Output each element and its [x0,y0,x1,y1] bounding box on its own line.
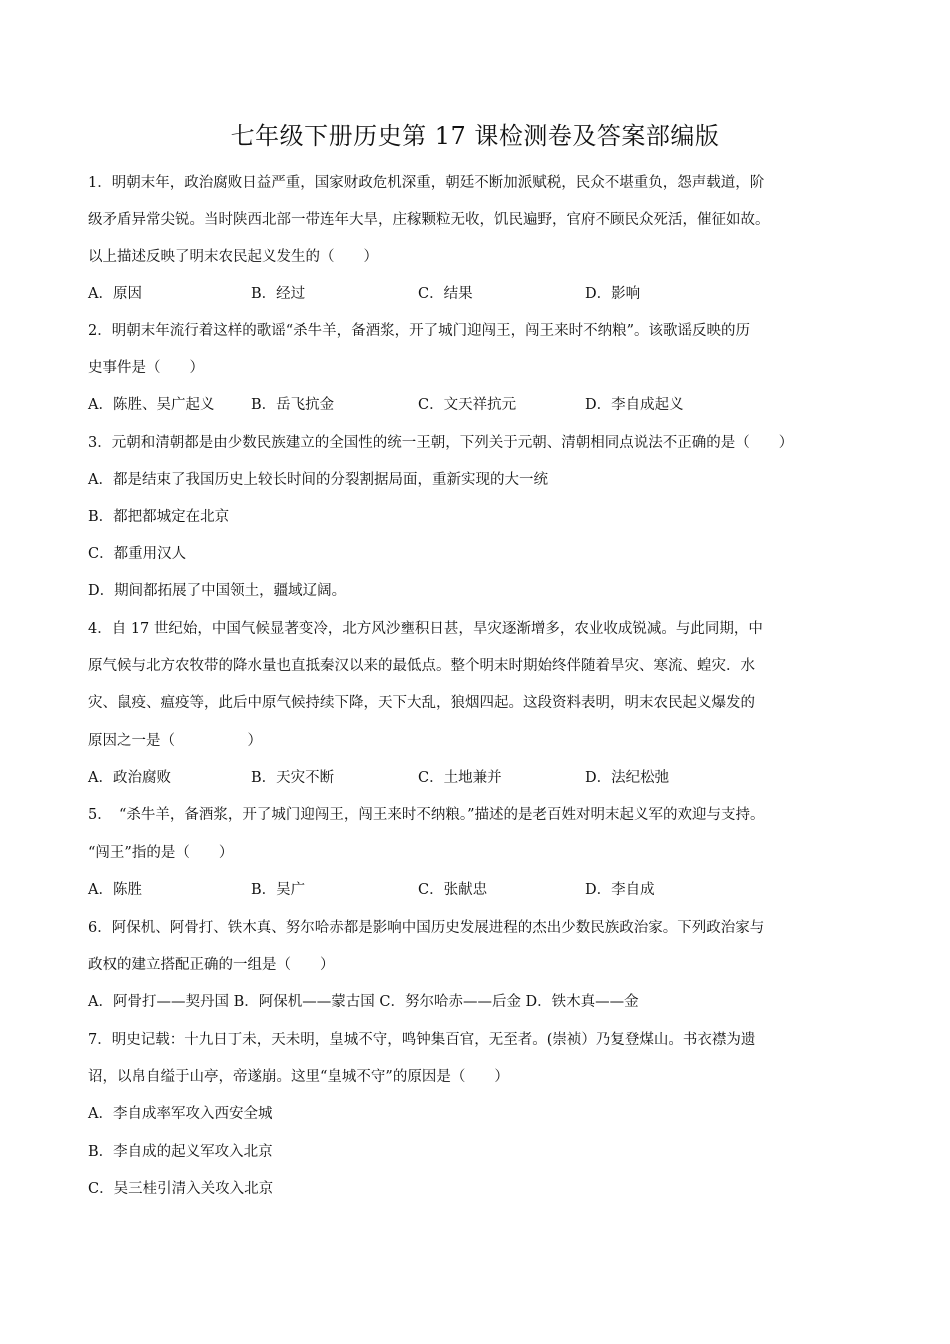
q4-option-a: A．政治腐败 [88,770,171,786]
q2-option-d: D．李自成起义 [585,397,684,413]
q3-line-1: 3．元朝和清朝都是由少数民族建立的全国性的统一王朝，下列关于元朝、清朝相同点说法不正确的是（ ） [88,435,794,451]
q2-option-b: B．岳飞抗金 [251,397,335,413]
q4-line-3: 灾、鼠疫、瘟疫等，此后中原气候持续下降，天下大乱，狼烟四起。这段资料表明，明末农民起义爆发的 [88,695,755,711]
q5-option-d: D．李自成 [585,882,655,898]
q6-line-2: 政权的建立搭配正确的一组是（ ） [88,957,335,973]
q7-line-1: 7．明史记载：十九日丁未，天未明，皇城不守，鸣钟集百官，无至者。(崇祯）乃复登煤山。书衣襟为遗 [88,1032,756,1048]
q5-line-1: 5． “杀牛羊，备酒浆，开了城门迎闯王，闯王来时不纳粮。”描述的是老百姓对明末起义军的欢迎与支持。 [88,807,765,823]
q1-line-3: 以上描述反映了明末农民起义发生的（ ） [88,249,378,265]
q6-line-1: 6．阿保机、阿骨打、铁木真、努尔哈赤都是影响中国历史发展进程的杰出少数民族政治家。下列政治家与 [88,920,765,936]
q3-option-a: A．都是结束了我国历史上较长时间的分裂割据局面，重新实现的大一统 [88,472,548,488]
q4-option-b: B．天灾不断 [251,770,335,786]
q3-option-c: C．都重用汉人 [88,546,187,562]
q1-option-d: D．影响 [585,286,641,302]
q5-option-c: C．张献忠 [418,882,488,898]
q1-option-a: A．原因 [88,286,142,302]
q1-option-b: B．经过 [251,286,306,302]
q1-line-2: 级矛盾异常尖锐。当时陕西北部一带连年大旱，庄稼颗粒无收，饥民遍野，官府不顾民众死活，催征如故。 [88,212,770,228]
q1-option-c: C．结果 [418,286,473,302]
q4-option-c: C．土地兼并 [418,770,502,786]
q2-line-1: 2．明朝末年流行着这样的歌谣“杀牛羊，备酒浆，开了城门迎闯王，闯王来时不纳粮”。该歌谣反映的历 [88,323,751,339]
q1-line-1: 1．明朝末年，政治腐败日益严重，国家财政危机深重，朝廷不断加派赋税，民众不堪重负，怨声载道，阶 [88,175,765,191]
q3-option-b: B．都把都城定在北京 [88,509,230,525]
q7-line-2: 诏，以帛自缢于山亭，帝遂崩。这里“皇城不守”的原因是（ ） [88,1069,509,1085]
q2-option-a: A．陈胜、吴广起义 [88,397,215,413]
q4-line-1: 4．自 17 世纪始，中国气候显著变冷，北方风沙壅积日甚，旱灾逐渐增多，农业收成锐减。与此同期，中 [88,621,763,637]
q2-option-c: C．文天祥抗元 [418,397,517,413]
q7-option-b: B．李自成的起义军攻入北京 [88,1144,273,1160]
q5-option-a: A．陈胜 [88,882,142,898]
q2-line-2: 史事件是（ ） [88,360,204,376]
q4-option-d: D．法纪松弛 [585,770,670,786]
q6-options: A．阿骨打——契丹国 B．阿保机——蒙古国 C．努尔哈赤——后金 D．铁木真——金 [88,994,639,1010]
q7-option-a: A．李自成率军攻入西安全城 [88,1106,273,1122]
q3-option-d: D．期间都拓展了中国领土，疆域辽阔。 [88,583,347,599]
q5-option-b: B．吴广 [251,882,306,898]
q4-line-4: 原因之一是（ ） [88,733,262,749]
q5-line-2: “闯王”指的是（ ） [88,845,234,861]
page-title: 七年级下册历史第 17 课检测卷及答案部编版 [230,122,720,150]
q4-line-2: 原气候与北方农牧带的降水量也直抵秦汉以来的最低点。整个明末时期始终伴随着旱灾、寒流、蝗灾．水 [88,658,755,674]
q7-option-c: C．吴三桂引清入关攻入北京 [88,1181,274,1197]
